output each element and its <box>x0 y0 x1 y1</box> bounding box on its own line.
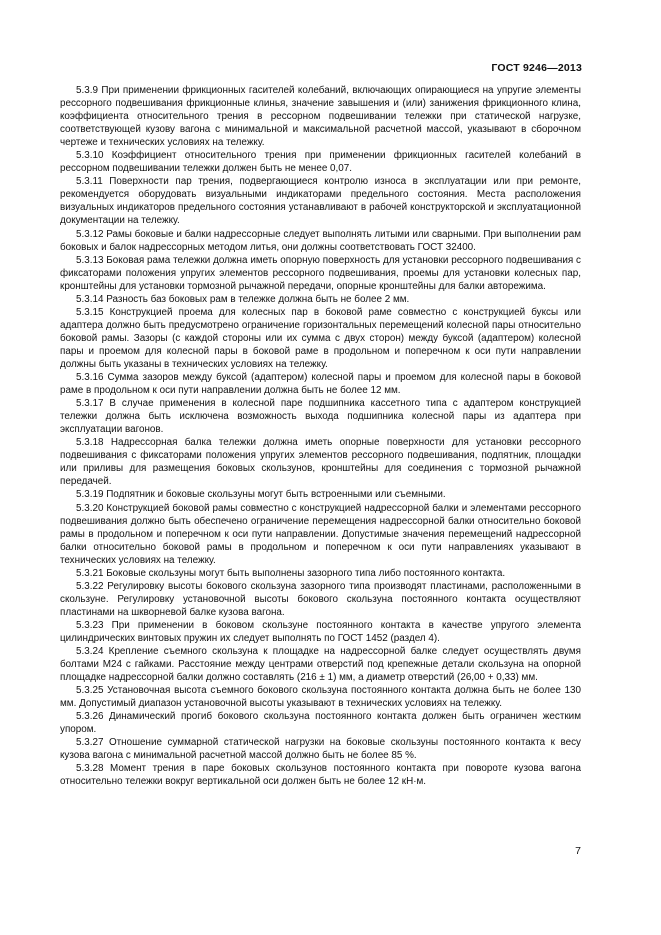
clause-5-3-15: 5.3.15 Конструкцией проема для колесных пар в боковой раме совместно с конструкцией буксы или адаптера должно быть предусмотрено ограничение горизонтальных перемещений колесной пары относительно боковой рамы. Зазоры (с каждой стороны или их сумма с двух сторон) между буксой (адаптером) колесной пары и проемом для колесной пары в боковой раме в продольном и поперечном к оси пути направлении должны быть указаны в технических условиях на тележку. <box>60 306 581 370</box>
clause-5-3-13: 5.3.13 Боковая рама тележки должна иметь опорную поверхность для установки рессорного подвешивания с фиксаторами положения упругих элементов рессорного подвешивания, проемы для установки колесных пар, кронштейны для установки тормозной рычажной передачи, опорные кронштейны для балки авторежима. <box>60 254 581 292</box>
standard-header: ГОСТ 9246—2013 <box>491 62 582 74</box>
clause-5-3-28: 5.3.28 Момент трения в паре боковых скользунов постоянного контакта при повороте кузова вагона относительно тележки вокруг вертикальной оси должен быть не более 12 кН·м. <box>60 763 581 788</box>
clause-5-3-25: 5.3.25 Установочная высота съемного бокового скользуна постоянного контакта должна быть не более 130 мм. Допустимый диапазон установочной высоты указывают в технических условиях на тележку. <box>60 685 581 710</box>
clause-5-3-14: 5.3.14 Разность баз боковых рам в тележке должна быть не более 2 мм. <box>76 293 410 305</box>
clause-5-3-24: 5.3.24 Крепление съемного скользуна к площадке на надрессорной балке следует осуществлять двумя болтами М24 с гайками. Расстояние между центрами отверстий под крепежные детали скользуна на опорной площадке надрессорной балки должно составлять (216 ± 1) мм, а диаметр отверстий (26,00 + 0,33) мм. <box>60 646 581 684</box>
clause-5-3-20: 5.3.20 Конструкцией боковой рамы совместно с конструкцией надрессорной балки и элементами рессорного подвешивания должно быть обеспечено ограничение перемещения надрессорной балки относительно боковой рамы в продольном и поперечном к оси пути направлении. Допустимые значения перемещений надрессорной балки относительно боковой рамы в продольном и поперечном к оси пути направлениях указывают в технических условиях на тележку. <box>60 502 581 566</box>
clause-5-3-21: 5.3.21 Боковые скользуны могут быть выполнены зазорного типа либо постоянного контакта. <box>76 567 506 579</box>
document-body <box>60 84 581 789</box>
clause-5-3-10: 5.3.10 Коэффициент относительного трения при применении фрикционных гасителей колебаний в рессорном подвешивании тележки должен быть не менее 0,07. <box>60 150 581 175</box>
clause-5-3-11: 5.3.11 Поверхности пар трения, подвергающиеся контролю износа в эксплуатации или при ремонте, рекомендуется оборудовать визуальными индикаторами предельного состояния. Места расположения визуальных индикаторов предельного состояния устанавливают в рабочей конструкторской и эксплуатационной документации на тележку. <box>60 176 581 227</box>
clause-5-3-16: 5.3.16 Сумма зазоров между буксой (адаптером) колесной пары и проемом для колесной пары в боковой раме в продольном к оси пути направлении должна быть не более 12 мм. <box>60 372 581 397</box>
clause-5-3-19: 5.3.19 Подпятник и боковые скользуны могут быть встроенными или съемными. <box>76 489 446 501</box>
clause-5-3-18: 5.3.18 Надрессорная балка тележки должна иметь опорные поверхности для установки рессорного подвешивания с фиксаторами положения упругих элементов рессорного подвешивания, подпятник, площадки или приливы для размещения боковых скользунов, кронштейны для соединения с тормозной рычажной передачей. <box>60 437 581 488</box>
clause-5-3-12: 5.3.12 Рамы боковые и балки надрессорные следует выполнять литыми или сварными. При выполнении рам боковых и балок надрессорных методом литья, они должны соответствовать ГОСТ 32400. <box>60 228 581 253</box>
page-number: 7 <box>575 845 581 857</box>
clause-5-3-27: 5.3.27 Отношение суммарной статической нагрузки на боковые скользуны постоянного контакта к весу кузова вагона с минимальной расчетной массой должно быть не более 85 %. <box>60 737 581 762</box>
clause-5-3-9: 5.3.9 При применении фрикционных гасителей колебаний, включающих опирающиеся на упругие элементы рессорного подвешивания фрикционные клинья, значение завышения и (или) занижения фрикционного клина, коэффициента относительного трения в рессорном подвешивании тележки при статической нагрузке, соответствующей кузову вагона с минимальной и максимальной расчетной массой, указывают в сборочном чертеже и технических условиях на тележку. <box>60 85 581 149</box>
clause-5-3-17: 5.3.17 В случае применения в колесной паре подшипника кассетного типа с адаптером конструкцией тележки должна быть исключена возможность выхода подшипника колесной пары из адаптера при эксплуатации вагонов. <box>60 398 581 436</box>
clause-5-3-23: 5.3.23 При применении в боковом скользуне постоянного контакта в качестве упругого элемента цилиндрических винтовых пружин их следует выполнять по ГОСТ 1452 (раздел 4). <box>60 619 581 644</box>
clause-5-3-26: 5.3.26 Динамический прогиб бокового скользуна постоянного контакта должен быть ограничен жестким упором. <box>60 711 581 736</box>
clause-5-3-22: 5.3.22 Регулировку высоты бокового скользуна зазорного типа производят пластинами, расположенными в скользуне. Регулировку установочной высоты бокового скользуна постоянного контакта осуществляют пластинами на шкворневой балке кузова вагона. <box>60 580 581 618</box>
